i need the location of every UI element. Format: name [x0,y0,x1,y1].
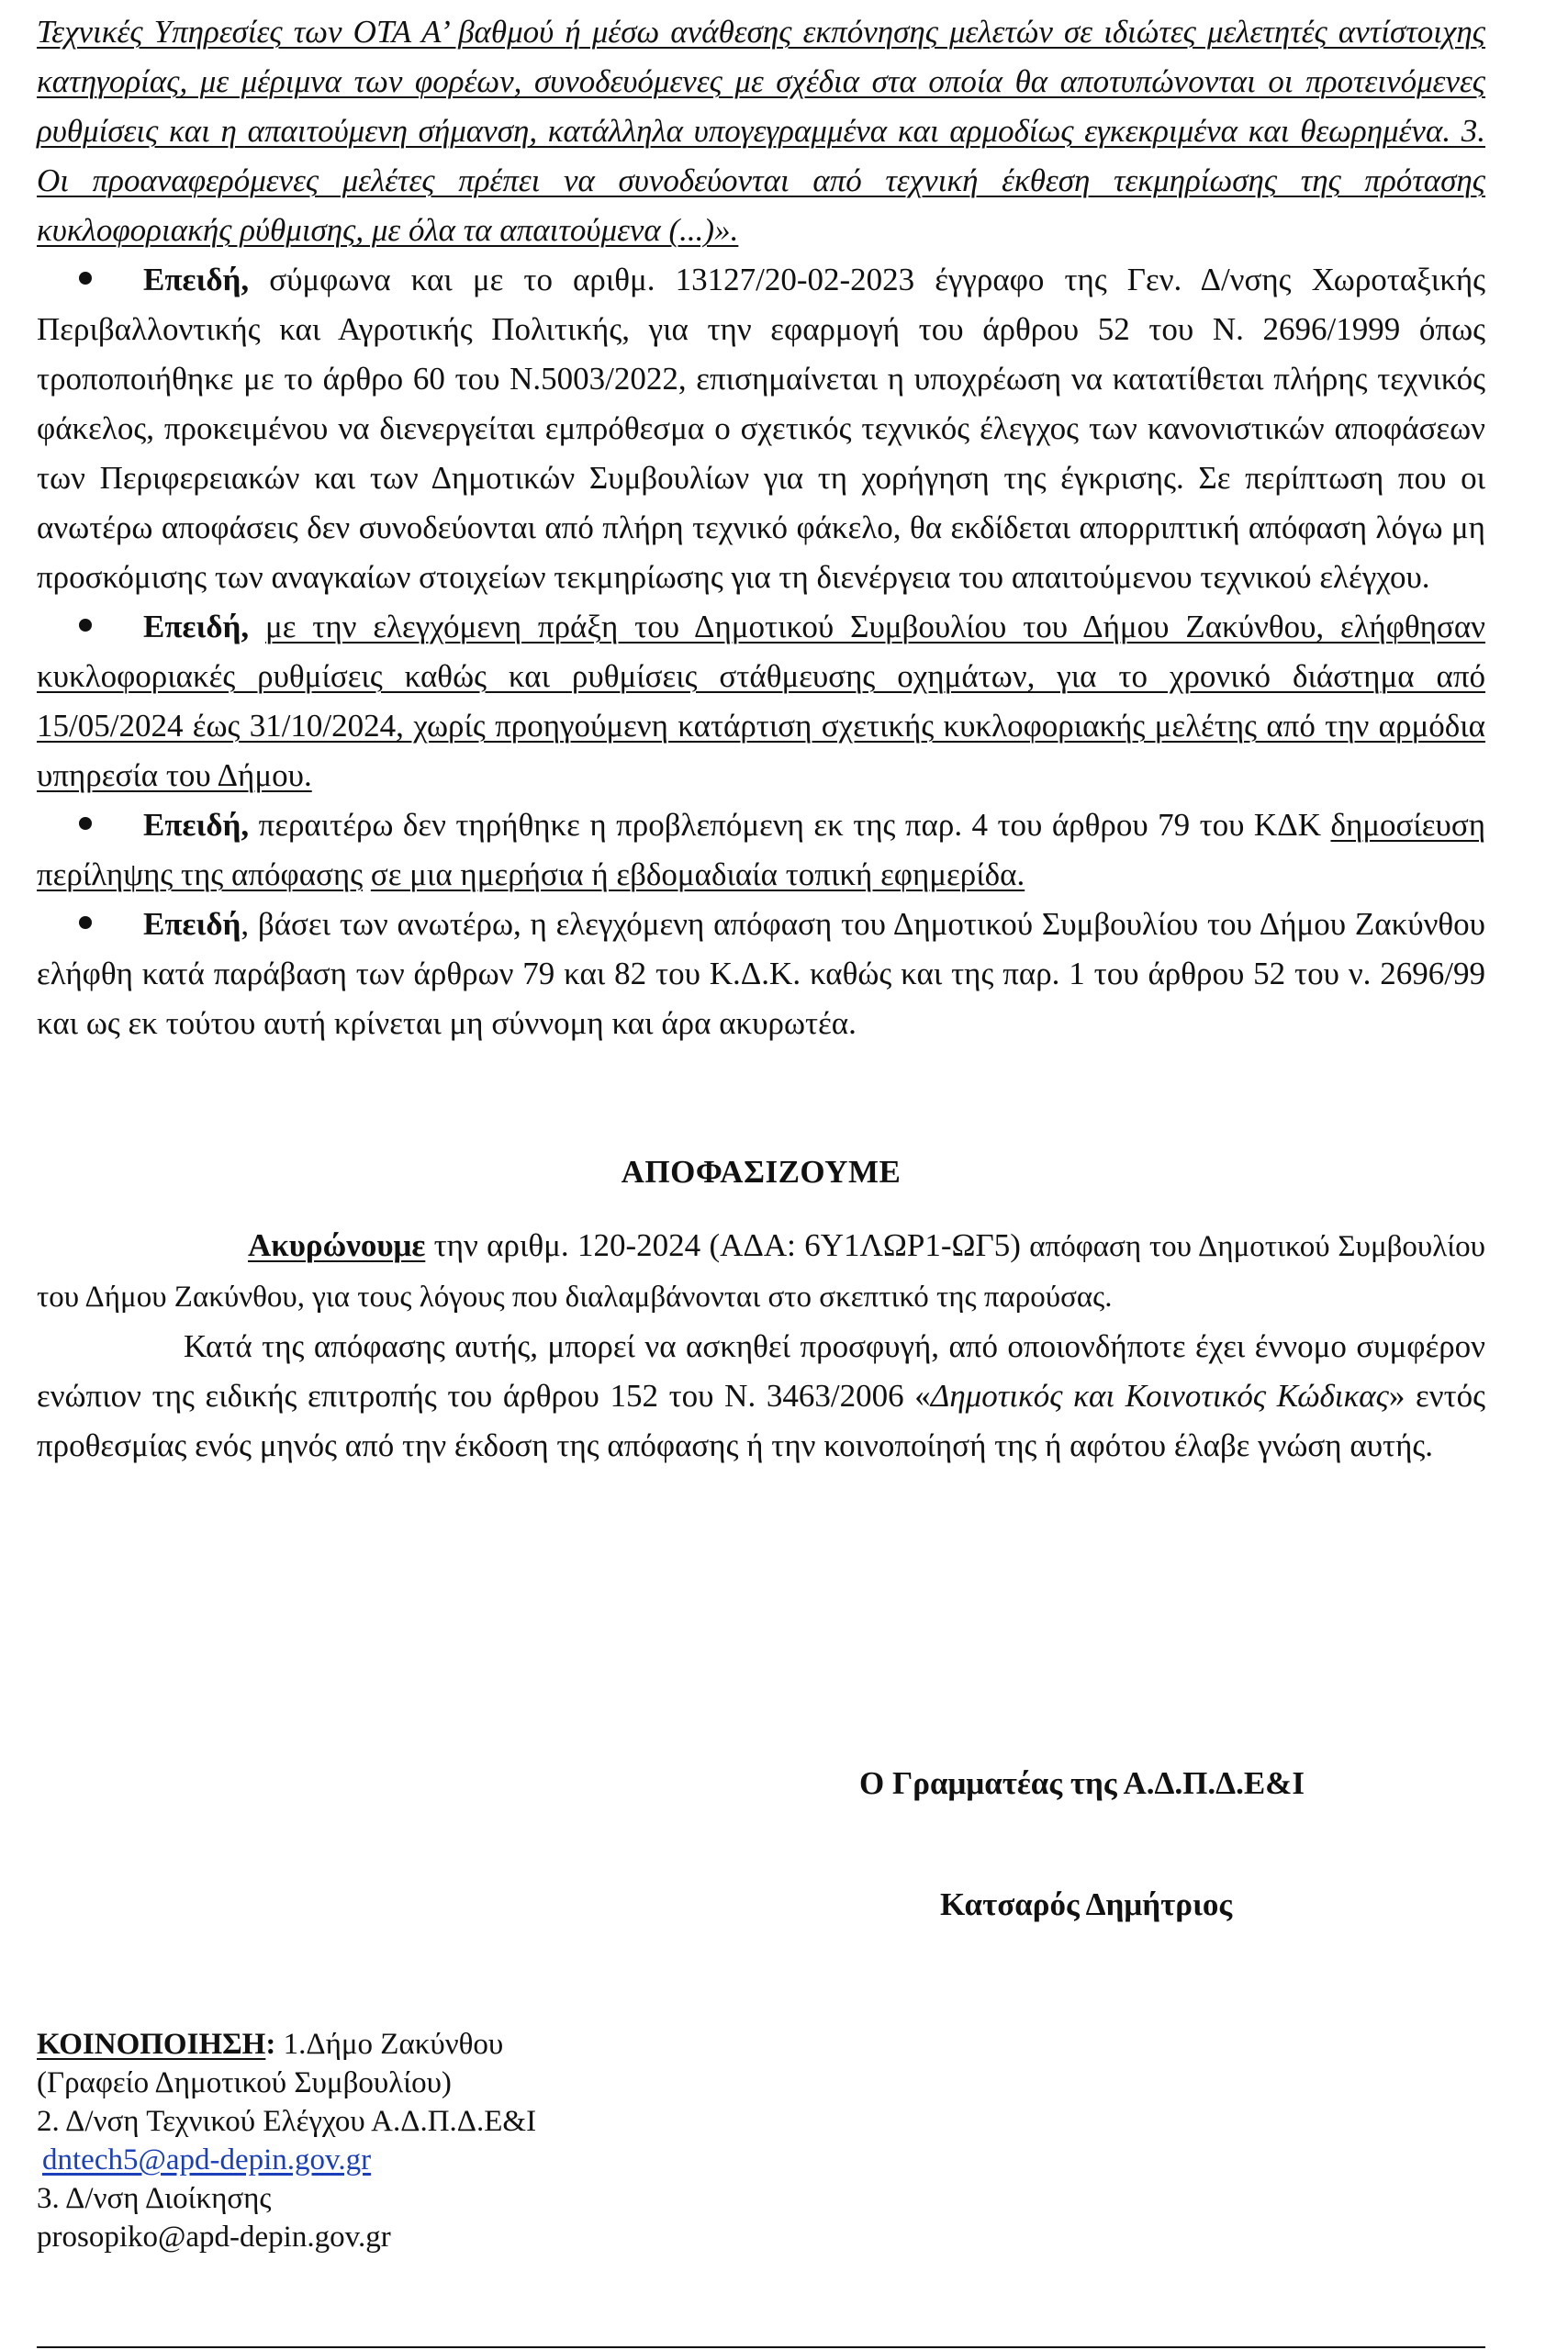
bullet-lead: Επειδή, [143,807,250,843]
notification-label: ΚΟΙΝΟΠΟΙΗΣΗ [37,2028,266,2061]
bullet-text: , βάσει των ανωτέρω, η ελεγχόμενη απόφαση του Δημοτικού Συμβουλίου του Δήμου Ζακύνθου ελήφθη κατά παράβαση των άρθρων 79 και 82 του Κ.Δ.Κ. καθώς και της παρ. 1 του άρθρου 52 του ν. 2696/99 και ως εκ τούτου αυτή κρίνεται μη σύννομη και άρα ακυρωτέα. [37,906,1485,1041]
appeal-text: Κατά της απόφασης αυτής, μπορεί να ασκηθεί προσφυγή, από οποιονδήποτε έχει έννομο συμφέρον ενώπιον της ειδικής επιτροπής του άρθρου 152 του Ν. 3463/2006 « [37,1328,1485,1414]
bullet-lead: Επειδή, [143,609,250,644]
bullet-dot-icon [79,272,92,285]
bullet-dot-icon [79,916,92,929]
bullet-text: σύμφωνα και με το αριθμ. 13127/20-02-2023 έγγραφο της Γεν. Δ/νσης Χωροταξικής Περιβαλλοντικής και Αγροτικής Πολιτικής, για την εφαρμογή του άρθρου 52 του Ν. 2696/1999 όπως τροποποιήθηκε με το άρθρο 60 του Ν.5003/2022, επισημαίνεται η υποχρέωση να κατατίθεται πλήρης τεχνικός φάκελος, προκειμένου να διενεργείται εμπρόθεσμα ο σχετικός τεχνικός έλεγχος των κανονιστικών αποφάσεων των Περιφερειακών και των Δημοτικών Συμβουλίων για τη χορήγηση της έγκρισης. Σε περίπτωση που οι ανωτέρω αποφάσεις δεν συνοδεύονται από πλήρη τεχνικό φάκελο, θα εκδίδεται απορριπτική απόφαση λόγω μη προσκόμισης των αναγκαίων στοιχείων τεκμηρίωσης για τη διενέργεια του απαιτούμενου τεχνικού ελέγχου. [37,262,1486,595]
bullet-text-underlined: σε μια ημερήσια ή εβδομαδιαία τοπική εφημερίδα. [370,856,1025,892]
bullet-item-3 [37,800,1485,900]
decision-paragraph-2 [37,1322,1485,1471]
bottom-rule [37,2346,1485,2348]
signature-title: Ο Γραμματέας της Α.Δ.Π.Δ.Ε&Ι [859,1765,1305,1801]
email-link[interactable]: dntech5@apd-depin.gov.gr [42,2143,372,2177]
intro-paragraph: Τεχνικές Υπηρεσίες των ΟΤΑ Α’ βαθμού ή μέσω ανάθεσης εκπόνησης μελετών σε ιδιώτες μελετητές αντίστοιχης κατηγορίας, με μέριμνα των φορέων, συνοδευόμενες με σχέδια στα οποία θα αποτυπώνονται οι προτεινόμενες ρυθμίσεις και η απαιτούμενη σήμανση, κατάλληλα υπογεγραμμένα και αρμοδίως εγκεκριμένα και θεωρημένα. 3. Οι προαναφερόμενες μελέτες πρέπει να συνοδεύονται από τεχνική έκθεση τεκμηρίωσης της πρότασης κυκλοφοριακής ρύθμισης, με όλα τα απαιτούμενα (...)». [37,14,1485,248]
notification-email-2: prosopiko@apd-depin.gov.gr [37,2221,391,2254]
notification-line-2: (Γραφείο Δημοτικού Συμβουλίου) [37,2066,452,2099]
bullet-lead: Επειδή [143,906,241,942]
appeal-code-name: Δημοτικός και Κοινοτικός Κώδικας [930,1378,1389,1414]
notification-colon: : [265,2028,276,2061]
notification-recipient: 1.Δήμο Ζακύνθου [275,2028,504,2061]
bullet-lead: Επειδή, [143,262,250,297]
decision-heading: ΑΠΟΦΑΣΙΖΟΥΜΕ [621,1154,902,1190]
document-page [37,7,1486,2254]
bullet-text-underlined: δημοσίευση περίληψης της απόφασης [37,807,1485,892]
decision-text: την αριθμ. 120-2024 (ΑΔΑ: 6Υ1ΛΩΡ1-ΩΓ5) [425,1227,1030,1263]
signature-name: Κατσαρός Δημήτριος [940,1886,1233,1922]
appeal-text: » εντός προθεσμίας ενός μηνός από την έκδοση της απόφασης ή την κοινοποίησή της ή αφότου έλαβε γνώση αυτής. [37,1378,1486,1463]
notification-line-3: 2. Δ/νση Τεχνικού Ελέγχου Α.Δ.Π.Δ.Ε&Ι [37,2105,537,2138]
bullet-item-4 [37,900,1485,1048]
notification-line-4: 3. Δ/νση Διοίκησης [37,2182,272,2215]
decision-paragraph-1 [37,1221,1485,1322]
bullet-dot-icon [79,619,92,632]
notification-line-1 [37,2025,536,2064]
bullet-item-2 [37,602,1485,800]
bullet-dot-icon [79,817,92,830]
bullet-text: με την ελεγχόμενη πράξη του Δημοτικού Συμβουλίου του Δήμου Ζακύνθου, ελήφθησαν κυκλοφοριακές ρυθμίσεις καθώς και ρυθμίσεις στάθμευσης οχημάτων, για το χρονικό διάστημα από 15/05/2024 έως 31/10/2024, χωρίς προηγούμενη κατάρτιση σχετικής κυκλοφοριακής μελέτης από την αρμόδια υπηρεσία του Δήμου. [37,609,1486,793]
bullet-text: περαιτέρω δεν τηρήθηκε η προβλεπόμενη εκ της παρ. 4 του άρθρου 79 του ΚΔΚ [258,807,1321,843]
decision-text: απόφαση του Δημοτικού Συμβουλίου του Δήμου Ζακύνθου, για τους λόγους που διαλαμβάνονται στο σκεπτικό της παρούσας. [37,1230,1485,1314]
notification-email-1-row [37,2141,536,2179]
decision-lead: Ακυρώνουμε [248,1227,426,1263]
notification-block [37,2025,536,2256]
bullet-item-1 [37,255,1485,602]
